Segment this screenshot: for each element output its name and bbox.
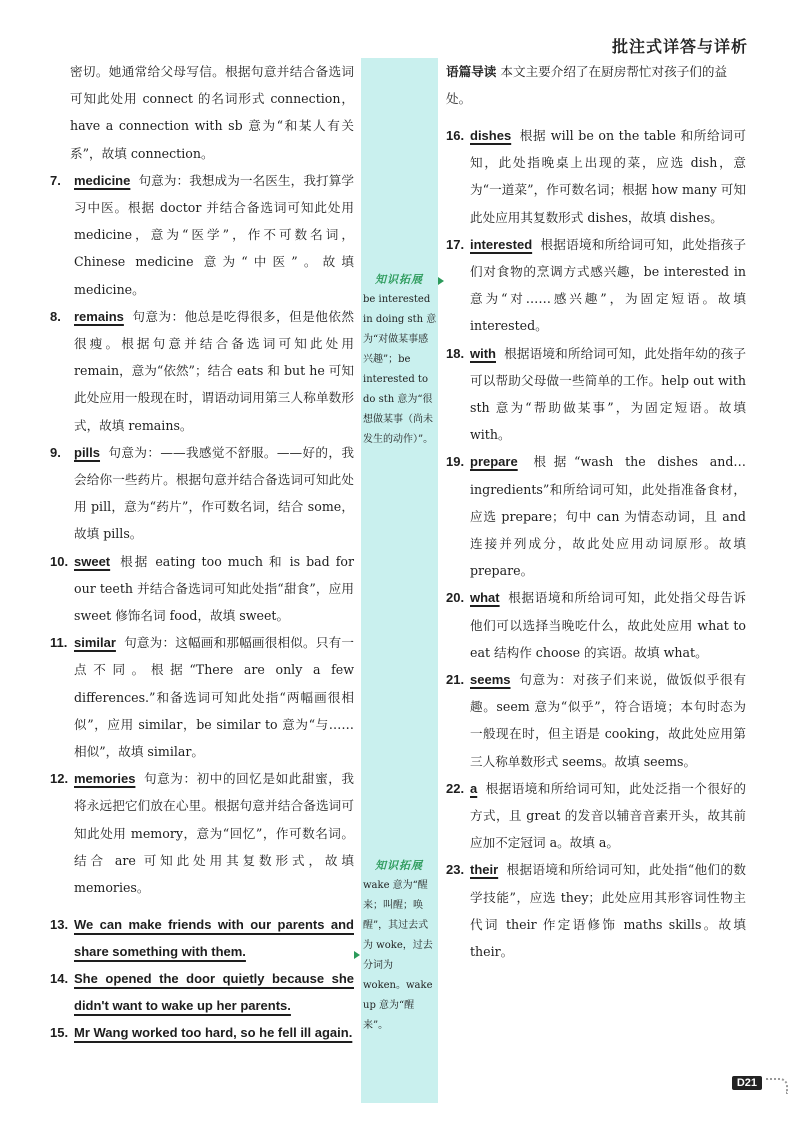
right-column bbox=[446, 58, 746, 965]
item-number: 18. bbox=[446, 345, 465, 361]
item-number: 16. bbox=[446, 128, 465, 143]
item-number: 9. bbox=[50, 444, 61, 460]
side-note-text: wake 意为“醒来；叫醒；唤醒”，其过去式为 woke，过去分词为 woken。wake up 意为“醒来”。 bbox=[363, 880, 433, 1031]
item-number: 21. bbox=[446, 672, 465, 688]
continuation-text: 密切。她通常给父母写信。根据句意并结合备选词可知此处用 connect 的名词形式 connection，have a connection with sb 意为“和某人有关系”，故填 connection。 bbox=[70, 64, 354, 161]
item-number: 12. bbox=[50, 771, 69, 787]
sentence-answer: Mr Wang worked too hard, so he fell ill again. bbox=[74, 1025, 353, 1041]
answer-item-10 bbox=[50, 548, 354, 630]
item-number: 20. bbox=[446, 590, 465, 606]
sentence-item-14 bbox=[50, 965, 354, 1019]
explanation: 句意为：我想成为一名医生，我打算学习中医。根据 doctor 并结合备选词可知此处用 medicine，意为“医学”，作不可数名词，Chinese medicine 意为“中医”。故填 medicine。 bbox=[74, 172, 354, 297]
answer-item-16 bbox=[446, 122, 746, 231]
answer-word: their bbox=[470, 862, 499, 878]
answer-word: remains bbox=[74, 308, 124, 324]
explanation: 根据语境和所给词可知，此处指父母告诉他们可以选择当晚吃什么，故此处应用 what to eat 结构作 choose 的宾语。故填 what。 bbox=[470, 590, 746, 660]
answer-word: a bbox=[470, 780, 478, 796]
sentence-answer: We can make friends with our parents and share something with them. bbox=[74, 917, 354, 960]
answer-item-7 bbox=[50, 167, 354, 303]
item-number: 8. bbox=[50, 308, 61, 324]
side-note-text: be interested in doing sth 意为“对做某事感兴趣”；be interested to do sth 意为“很想做某事（尚未发生的动作）”。 bbox=[363, 294, 437, 445]
item-number: 13. bbox=[50, 917, 69, 933]
explanation: 句意为：这幅画和那幅画很相似。只有一点不同。根据“There are only a few differences.”和备选词可知此处指“两幅画很相似”，应用 similar，be similar to 意为“与……相似”，故填 similar。 bbox=[74, 635, 354, 760]
answer-word: memories bbox=[74, 771, 136, 787]
page-header-title: 批注式详答与详析 bbox=[611, 37, 748, 56]
sentence-item-13 bbox=[50, 911, 354, 965]
answer-item-19 bbox=[446, 448, 746, 584]
arrow-right-icon bbox=[438, 277, 444, 285]
answer-word: similar bbox=[74, 635, 116, 651]
answer-word: seems bbox=[470, 672, 511, 688]
passage-guide-label: 语篇导读 bbox=[446, 64, 497, 79]
item-number: 10. bbox=[50, 553, 69, 569]
side-note-knowledge-1 bbox=[361, 270, 438, 450]
answer-word: medicine bbox=[74, 172, 131, 188]
sentence-item-15 bbox=[50, 1019, 354, 1046]
explanation: 根据语境和所给词可知，此处指“他们的数学技能”，应选 they；此处应用其形容词性物主代词 their 作定语修饰 maths skills。故填 their。 bbox=[470, 862, 746, 960]
side-note-label: 知识拓展 bbox=[375, 273, 423, 286]
answer-item-9 bbox=[50, 439, 354, 548]
passage-guide-text: 本文主要介绍了在厨房帮忙对孩子们的益处。 bbox=[446, 64, 728, 106]
side-note-knowledge-2 bbox=[361, 856, 438, 1036]
answer-word: dishes bbox=[470, 128, 512, 143]
answer-word: with bbox=[470, 345, 496, 361]
item-number: 19. bbox=[446, 454, 465, 470]
explanation: 根据 will be on the table 和所给词可知，此处指晚桌上出现的菜，应选 dish，意为“一道菜”，作可数名词；根据 how many 可知此处应用其复数形式 dishes，故填 dishes。 bbox=[470, 128, 746, 225]
answer-word: prepare bbox=[470, 454, 518, 470]
answer-word: pills bbox=[74, 444, 101, 460]
explanation: 根据语境和所给词可知，此处指年幼的孩子可以帮助父母做一些简单的工作。help out with sth 意为“帮助做某事”，为固定短语。故填 with。 bbox=[470, 345, 746, 443]
explanation: 根据语境和所给词可知，此处泛指一个很好的方式，且 great 的发音以辅音音素开头，故其前应加不定冠词 a。故填 a。 bbox=[470, 780, 746, 851]
side-note-label: 知识拓展 bbox=[375, 859, 423, 872]
item-number: 15. bbox=[50, 1025, 69, 1041]
item-number: 22. bbox=[446, 780, 465, 796]
answer-word: sweet bbox=[74, 553, 111, 569]
item-number: 23. bbox=[446, 862, 465, 878]
answer-item-18 bbox=[446, 340, 746, 449]
sentence-answer: She opened the door quietly because she didn't want to wake up her parents. bbox=[74, 971, 354, 1014]
answer-item-22 bbox=[446, 775, 746, 857]
explanation: 句意为：他总是吃得很多，但是他依然很瘦。根据句意并结合备选词可知此处用 remain，意为“依然”；结合 eats 和 but he 可知此处应用一般现在时，谓语动词用第三人称单数形式，故填 remains。 bbox=[74, 308, 354, 433]
explanation: 句意为：对孩子们来说，做饭似乎很有趣。seem 意为“似乎”，符合语境；本句时态为一般现在时，但主语是 cooking，故此处应用第三人称单数形式 seems。故填 seems。 bbox=[470, 672, 746, 769]
explanation: 句意为：——我感觉不舒服。——好的，我会给你一些药片。根据句意并结合备选词可知此处用 pill，意为“药片”，作可数名词，结合 some，故填 pills。 bbox=[74, 444, 354, 542]
arrow-right-icon bbox=[354, 951, 360, 959]
passage-guide bbox=[446, 58, 746, 112]
item-number: 17. bbox=[446, 236, 465, 252]
page-number-badge: D21 bbox=[732, 1076, 762, 1090]
answer-item-8 bbox=[50, 303, 354, 439]
explanation: 句意为：初中的回忆是如此甜蜜，我将永远把它们放在心里。根据句意并结合备选词可知此处用 memory，意为“回忆”，作可数名词。结合 are 可知此处用其复数形式，故填 memories。 bbox=[74, 771, 354, 896]
answer-item-21 bbox=[446, 666, 746, 775]
answer-item-23 bbox=[446, 856, 746, 965]
answer-item-17 bbox=[446, 231, 746, 340]
answer-item-20 bbox=[446, 584, 746, 666]
item-number: 11. bbox=[50, 635, 68, 651]
answer-item-11 bbox=[50, 629, 354, 765]
explanation: 根据 eating too much 和 is bad for our teeth 并结合备选词可知此处指“甜食”，应用 sweet 修饰名词 food，故填 sweet。 bbox=[74, 553, 354, 624]
answer-item-12 bbox=[50, 765, 354, 901]
answer-word: what bbox=[470, 590, 500, 606]
explanation: 根据语境和所给词可知，此处指孩子们对食物的烹调方式感兴趣，be interested in 意为“对……感兴趣”，为固定短语。故填 interested。 bbox=[470, 236, 746, 334]
item-number: 7. bbox=[50, 172, 61, 188]
explanation: 根据“wash the dishes and… ingredients”和所给词可知，此处指准备食材，应选 prepare；句中 can 为情态动词，且 and 连接并列成分，故此处应用动词原形。故填 prepare。 bbox=[470, 454, 746, 579]
left-column bbox=[50, 58, 354, 1046]
item-number: 14. bbox=[50, 971, 69, 987]
answer-word: interested bbox=[470, 236, 533, 252]
corner-decoration bbox=[766, 1078, 788, 1094]
